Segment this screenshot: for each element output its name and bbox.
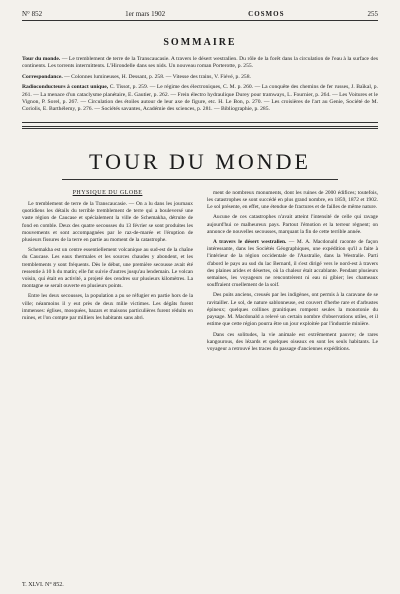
- issue-number: N° 852: [22, 10, 43, 18]
- left-column: [22, 190, 193, 356]
- right-column: [207, 190, 378, 356]
- article-subheading: A travers le désert westralien.: [213, 239, 287, 246]
- article-subheading-paragraph: [207, 239, 378, 289]
- article-paragraph: Le tremblement de terre de la Transcaucasie. — On a lu dans les journaux quotidiens les détails du terrible tremblement de terre qui a bouleversé une vaste région de Caucase et spécialement la ville de Schemakha, détruite de fond en comble. Deux des quatre secousses du 13 février se sont produites les mouvements et sont accompagnées par le raz-de-marée et l'éruption de plusieurs fissures de la terre en partie au moment de la catastrophe.: [22, 201, 193, 244]
- sommaire-text: — Colonnes lumineuses, H. Dessant, p. 258. — Vitesse des trains, V. Fiévé, p. 258.: [64, 73, 251, 80]
- article-paragraph: Dans ces solitudes, la vie animale est extrêmement pauvre; de rares kangourous, des lézards et quelques oiseaux en sont les seuls habitants. Le voyageur a retrouvé les traces du passage d'anciennes expéditions.: [207, 331, 378, 352]
- article-paragraph: Des puits anciens, creusés par les indigènes, ont permis à la caravane de se ravitailler. Le sol, de nature sablonneuse, est couvert d'herbe rare et d'arbustes épineux; quelques collines granitiques rompent seules la monotonie du paysage. M. Macdonald a relevé un certain nombre d'observations utiles, et il estime que cette région pourra être un jour exploitée par l'industrie minière.: [207, 292, 378, 328]
- article-paragraph: ment de nombreux monuments, dont les ruines de 2000 édifices; toutefois, les catastrophes se sont succédé en plus grand nombre, en 1859, 1872 et 1902. Le sol présente, en effet, une étendue de fractures et de failles de même nature.: [207, 189, 378, 211]
- article-paragraph: Entre les deux secousses, la population a pu se réfugier en partie hors de la ville; néanmoins il y eut près de deux mille victimes. Les dégâts furent immenses: églises, mosquées, bazars et maisons particulières furent réduits en ruines, et l'on compte par milliers les habitants sans abri.: [22, 293, 193, 322]
- section-title: TOUR DU MONDE: [89, 148, 311, 174]
- sommaire-title: SOMMAIRE: [163, 37, 237, 48]
- page-number: 255: [367, 10, 378, 18]
- divider: [22, 126, 378, 129]
- sommaire-paragraph: [22, 74, 378, 81]
- sommaire-lead: Tour du monde.: [22, 56, 61, 62]
- sommaire-lead: Radioconducteurs à contact unique,: [22, 84, 109, 91]
- sommaire-lead: Correspondance.: [22, 73, 63, 80]
- sommaire-text: C. Tissot, p. 259. — Le régime des électroniques, C. M. p. 260. — La conquête des chemins de fer russes, J. Baïkal, p. 261. — La menace d'un cataclysme planétaire, E. Gautier, p. 262. — Frein électro hydraulique Durey pour tramways, L. Fournier, p. 264. — Les Voitures et le Vignon, P. Sorel, p. 267. — Circulation des étoiles autour de leur axe de figure, etc. H. Le Bon, p. 270. — Les croisières de l'art au Genie, Société de M. Coriolis, E. Barthélemy, p. 276. — Sociétés savantes, Académie des sciences, p. 281. — Bibliographie, p. 285.: [22, 84, 378, 113]
- sommaire-paragraph: [22, 56, 378, 71]
- column-heading: PHYSIQUE DU GLOBE: [72, 189, 143, 196]
- divider: [22, 122, 378, 123]
- sommaire-text: — Le tremblement de terre de la Transcaucasie. A travers le désert westralien. Du rôle de la forêt dans la circulation de l'eau à la surface des continents. Les torrents intermittents. L'Hirondelle dans ses nids. Un nouveau roman Porterotte, p. 255.: [22, 56, 378, 70]
- sommaire: [22, 56, 378, 114]
- article-text: — M. A. Macdonald raconte de façon intéressante, dans les Sociétés Géographiques, une expédition qu'il a faite à l'intérieur de la région occidentale de l'Australie, dans la Westralie. Parti d'abord le pays au sud du lac Bernard, il s'est dirigé vers le nord-est à travers des plaines arides et désertes, où la chaleur était accablante. Pendant plusieurs semaines, les voyageurs ne rencontrèrent ni eau ni gibier; les chameaux souffraient cruellement de la soif.: [207, 239, 378, 289]
- divider: [62, 179, 338, 180]
- running-head: [22, 10, 378, 21]
- article-paragraph: Aucune de ces catastrophes n'avait atteint l'intensité de celle qui ravage aujourd'hui ce malheureux pays. Partout l'émotion et la terreur règnent; on annonce de nouvelles secousses, marquant la fin de cette terrible année.: [207, 214, 378, 235]
- journal-name: COSMOS: [248, 10, 285, 18]
- article-columns: [22, 190, 378, 356]
- footer-signature: T. XLVI. N° 852.: [22, 582, 64, 588]
- article-paragraph: Schemakha est un centre essentiellement volcanique au sud-est de la chaîne du Caucase. Les eaux thermales et les sources chaudes y abondent, et les tremblements y sont fréquents. Dès le début, une première secousse avait été ressentie à 10 h du matin; elle fut suivie d'autres jusqu'au lendemain. Le volcan voisin, qui était en activité, a projeté des cendres sur plusieurs kilomètres. La montagne se serait ouverte en plusieurs points.: [22, 247, 193, 290]
- sommaire-paragraph: [22, 84, 378, 114]
- issue-date: 1er mars 1902: [125, 10, 166, 18]
